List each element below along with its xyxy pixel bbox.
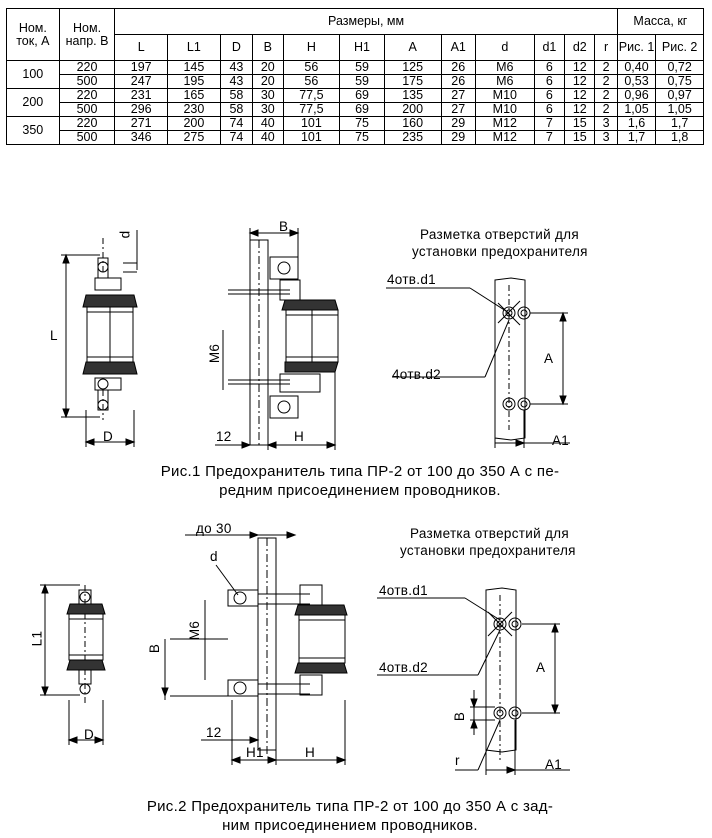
table-cell: 145 [168,61,221,75]
label-upto30: до 30 [196,521,232,536]
cell-current: 100 [7,61,60,89]
table-cell: 56 [283,75,340,89]
fig2-title-1: Разметка отверстий для [410,526,569,541]
table-cell: 29 [441,131,475,145]
label-D-fig2: D [84,727,95,742]
table-cell: 1,6 [617,117,655,131]
table-cell: 200 [384,103,441,117]
label-d: d [117,230,133,239]
table-cell: 12 [565,75,595,89]
table-cell: 27 [441,89,475,103]
col-D: D [220,35,252,61]
table-cell: 7 [534,131,564,145]
table-cell: 74 [220,131,252,145]
label-L1: L1 [29,630,45,647]
fig1-caption-1: Рис.1 Предохранитель типа ПР-2 от 100 до 350 А с пе- [160,463,560,480]
table-cell: 15 [565,131,595,145]
table-cell: 0,96 [617,89,655,103]
table-cell: 247 [115,75,168,89]
table-cell: 500 [59,103,115,117]
table-cell: 2 [595,89,617,103]
table-cell: 69 [340,89,385,103]
label-L: L [50,328,58,343]
fig1-title-1: Разметка отверстий для [420,227,579,242]
table-cell: 15 [565,117,595,131]
table-cell: 2 [595,61,617,75]
table-cell: 175 [384,75,441,89]
table-cell: 0,53 [617,75,655,89]
header-mass: Масса, кг [617,9,703,35]
table-cell: 101 [283,131,340,145]
header-voltage: Ном. напр. В [59,9,115,61]
label-B2-fig2: B [452,711,468,722]
col-mass-fig1: Рис. 1 [617,35,655,61]
table-cell: М10 [475,103,534,117]
label-M6: M6 [207,343,223,364]
table-cell: 160 [384,117,441,131]
table-cell: 1,05 [656,103,704,117]
table-cell: 40 [253,117,283,131]
table-cell: 26 [441,61,475,75]
table-cell: 135 [384,89,441,103]
label-A1-fig2: A1 [545,757,563,772]
table-cell: 197 [115,61,168,75]
label-12-fig2: 12 [206,725,222,740]
header-current: Ном. ток, А [7,9,60,61]
header-sizes: Размеры, мм [115,9,617,35]
table-cell: 40 [253,131,283,145]
label-H-fig2: H [305,745,316,760]
table-cell: 77,5 [283,103,340,117]
col-mass-fig2: Рис. 2 [656,35,704,61]
fig1-title-2: установки предохранителя [412,244,588,259]
table-cell: 43 [220,61,252,75]
fig2-caption-1: Рис.2 Предохранитель типа ПР-2 от 100 до 350 А с зад- [146,798,554,815]
table-cell: 69 [340,103,385,117]
table-cell: 6 [534,89,564,103]
col-L1: L1 [168,35,221,61]
table-cell: 12 [565,89,595,103]
table-cell: 2 [595,103,617,117]
table-cell: 220 [59,61,115,75]
table-cell: М10 [475,89,534,103]
table-cell: М12 [475,131,534,145]
fuse-front-view-2 [67,585,105,705]
label-d-fig2: d [210,549,218,564]
table-cell: 0,97 [656,89,704,103]
table-cell: 230 [168,103,221,117]
table-cell: М12 [475,117,534,131]
table-cell: 59 [340,61,385,75]
table-cell: 271 [115,117,168,131]
table-cell: 195 [168,75,221,89]
table-cell: 74 [220,117,252,131]
table-cell: 30 [253,103,283,117]
table-cell: 2 [595,75,617,89]
cell-current: 350 [7,117,60,145]
col-B: B [253,35,283,61]
table-cell: 125 [384,61,441,75]
label-12: 12 [216,429,232,444]
table-cell: 1,7 [617,131,655,145]
col-A1: A1 [441,35,475,61]
table-cell: 59 [340,75,385,89]
fig2-caption-2: ним присоединением проводников. [222,817,478,834]
table-cell: 26 [441,75,475,89]
table-cell: 30 [253,89,283,103]
label-H1: H1 [246,745,264,760]
label-A1: A1 [552,433,570,448]
table-cell: 3 [595,131,617,145]
table-cell: 3 [595,117,617,131]
table-cell: 12 [565,61,595,75]
label-holes-d1-fig2: 4отв.d1 [379,583,428,598]
label-M6-fig2: M6 [187,620,203,641]
label-r: r [455,753,460,768]
col-d1: d1 [534,35,564,61]
table-cell: 165 [168,89,221,103]
cell-current: 200 [7,89,60,117]
table-cell: 7 [534,117,564,131]
table-cell: 20 [253,61,283,75]
table-cell: 6 [534,75,564,89]
table-cell: М6 [475,75,534,89]
table-cell: 500 [59,75,115,89]
table-cell: 101 [283,117,340,131]
table-cell: 500 [59,131,115,145]
label-B: B [279,219,289,234]
label-H: H [294,429,305,444]
table-cell: 220 [59,117,115,131]
table-cell: 1,05 [617,103,655,117]
col-d: d [475,35,534,61]
col-L: L [115,35,168,61]
table-cell: 75 [340,131,385,145]
table-cell: 75 [340,117,385,131]
table-cell: 43 [220,75,252,89]
table-cell: 56 [283,61,340,75]
table-cell: 235 [384,131,441,145]
table-cell: 6 [534,61,564,75]
table-cell: 220 [59,89,115,103]
label-B-fig2: B [147,643,163,654]
table-cell: 1,7 [656,117,704,131]
table-cell: 231 [115,89,168,103]
col-A: A [384,35,441,61]
table-cell: 0,40 [617,61,655,75]
table-cell: 58 [220,103,252,117]
table-cell: 29 [441,117,475,131]
table-cell: 12 [565,103,595,117]
label-A: A [544,351,554,366]
col-H: H [283,35,340,61]
col-H1: H1 [340,35,385,61]
table-cell: 1,8 [656,131,704,145]
fig1-caption-2: редним присоединением проводников. [219,482,501,499]
col-d2: d2 [565,35,595,61]
table-cell: 0,75 [656,75,704,89]
fuse-side-view-2 [228,538,347,755]
table-cell: 77,5 [283,89,340,103]
label-holes-d1: 4отв.d1 [387,272,436,287]
table-cell: 275 [168,131,221,145]
table-cell: 20 [253,75,283,89]
label-D: D [103,429,114,444]
fig2-title-2: установки предохранителя [400,543,576,558]
table-cell: 0,72 [656,61,704,75]
table-cell: 6 [534,103,564,117]
table-cell: 58 [220,89,252,103]
label-holes-d2: 4отв.d2 [392,367,441,382]
table-cell: 346 [115,131,168,145]
table-cell: 200 [168,117,221,131]
label-holes-d2-fig2: 4отв.d2 [379,660,428,675]
table-cell: М6 [475,61,534,75]
hole-layout-2 [486,588,521,760]
table-cell: 27 [441,103,475,117]
col-r: r [595,35,617,61]
table-cell: 296 [115,103,168,117]
label-A-fig2: A [536,660,546,675]
